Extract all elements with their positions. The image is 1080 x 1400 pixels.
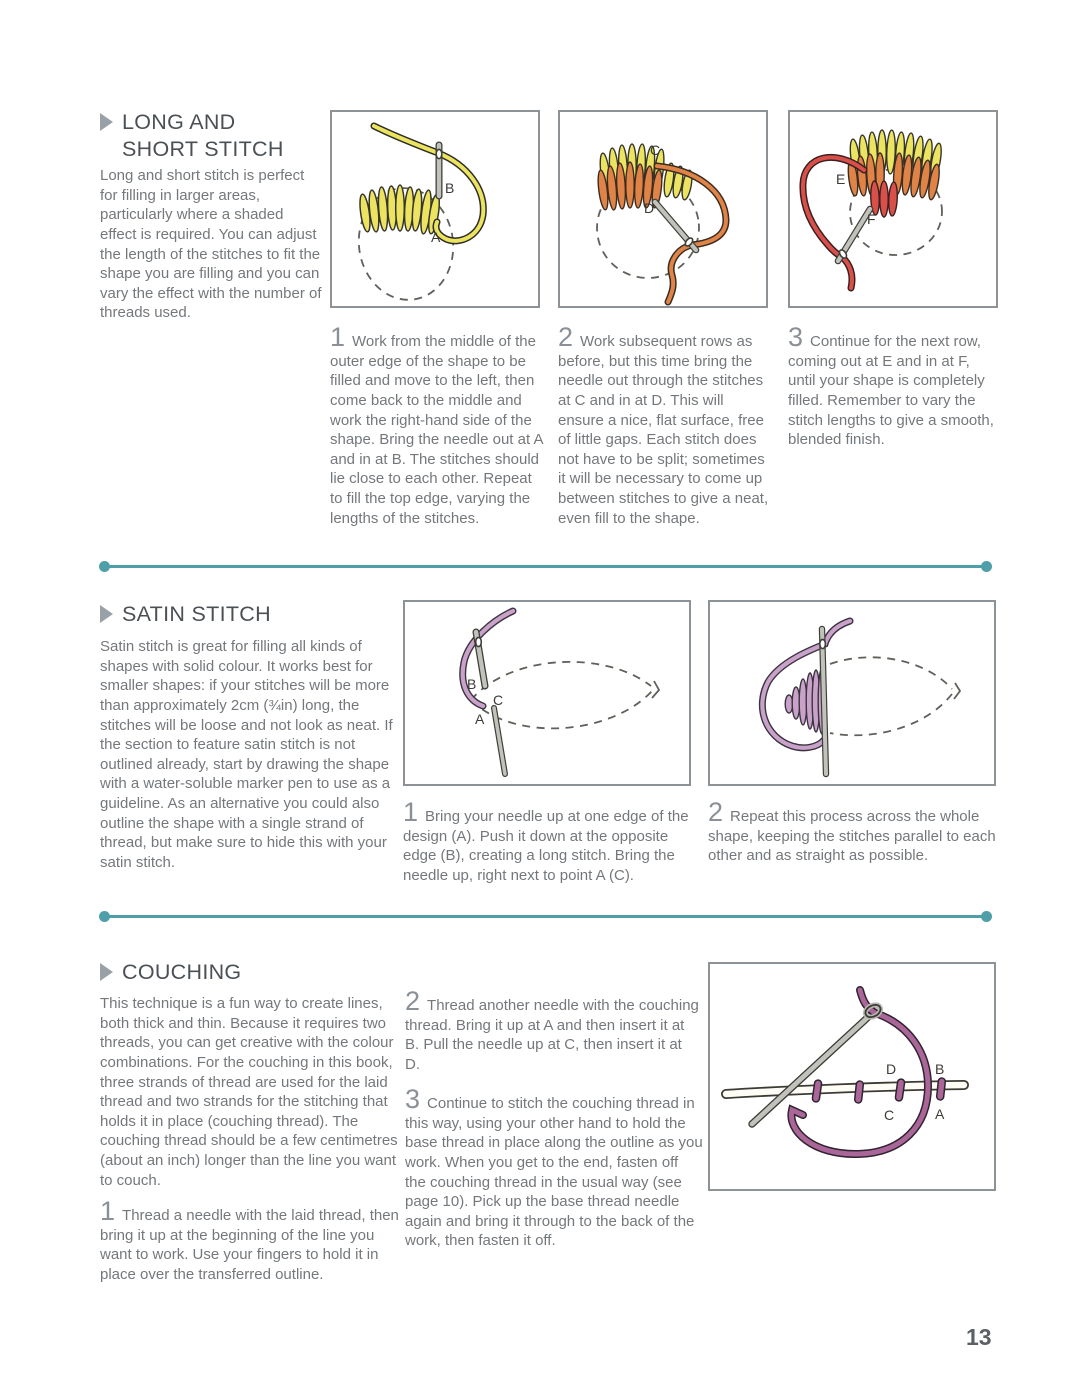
fig-label-d: D <box>886 1061 897 1077</box>
fig-label-b: B <box>467 676 477 692</box>
fig-label-a: A <box>475 711 485 727</box>
fig-label-b: B <box>935 1061 945 1077</box>
couching-figure <box>708 962 996 1191</box>
step-text: Continue to stitch the couching thread in this way, using your other hand to hold the base thread in place along the outline as you work. When you get to the end, fasten off the couching thread in the usual way (see page 10). Pick up the base thread needle again and bring it through to the back of the work, then fasten it off. <box>405 1095 703 1250</box>
needle-eye-icon <box>436 149 442 158</box>
needle <box>655 202 696 250</box>
step-text: Work from the middle of the outer edge of the shape to be filled and move to the left, then come back to the middle and work the right-hand side of the shape. Bring the needle out at A and in at B. The stitches should lie close to each other. Repeat to fill the top edge, varying the lengths of the stitches. <box>330 333 543 527</box>
long-short-figure-2 <box>558 110 768 308</box>
couching-step-3 <box>405 1086 703 1251</box>
long-short-figure-3 <box>788 110 998 308</box>
long-short-illustration-3 <box>790 112 996 306</box>
fig-label-d: D <box>644 200 655 216</box>
long-short-illustration-2 <box>560 112 766 306</box>
triangle-bullet-icon <box>100 605 113 623</box>
step-text: Work subsequent rows as before, but this time bring the needle out through the stitches at C and in at D. This will ensure a nice, flat surface, free of little gaps. Each stitch does not have to be split; sometimes it will be necessary to come up between stitches to give a neat, even fill to the shape. <box>558 333 769 527</box>
couching-step-1 <box>100 1198 399 1285</box>
section-title-text: COUCHING <box>122 960 242 984</box>
fig-label-c: C <box>650 142 661 158</box>
section-heading-couching <box>100 959 241 986</box>
long-short-step-2 <box>558 324 772 528</box>
satin-figure-1 <box>403 600 691 786</box>
satin-illustration-2 <box>710 602 994 784</box>
needle <box>476 632 485 686</box>
step-number: 3 <box>405 1084 421 1114</box>
triangle-bullet-icon <box>100 113 113 131</box>
step-text: Continue for the next row, coming out at E and in at F, until your shape is completely filled. Remember to vary the stitch lengths to give a smooth, blended finish. <box>788 333 994 449</box>
step-number: 1 <box>330 322 346 352</box>
triangle-bullet-icon <box>100 963 113 981</box>
fig-label-a: A <box>935 1106 945 1122</box>
step-text: Thread a needle with the laid thread, then bring it up at the beginning of the line you want to work. Use your fingers to hold it in place over the transferred outline. <box>100 1207 399 1283</box>
section-heading-satin <box>100 601 271 628</box>
divider-line <box>108 565 983 568</box>
fig-label-c: C <box>884 1107 895 1123</box>
needle-eye-icon <box>820 639 826 648</box>
long-short-step-1 <box>330 324 546 528</box>
needle-eye-icon <box>476 637 482 646</box>
fig-label-f: F <box>867 211 876 227</box>
needle <box>436 145 442 196</box>
section-heading-long-short <box>100 109 294 162</box>
step-number: 2 <box>405 986 421 1016</box>
fig-label-e: E <box>836 171 846 187</box>
fig-label-c: C <box>493 692 504 708</box>
stitches <box>785 668 826 734</box>
step-number: 2 <box>558 322 574 352</box>
divider-dot-icon <box>981 561 992 572</box>
step-text: Bring your needle up at one edge of the design (A). Push it down at the opposite edge (B), creating a long stitch. Bring the needle up, right next to point A (C). <box>403 808 689 884</box>
couching-illustration <box>710 964 994 1189</box>
section-intro: Satin stitch is great for filling all kinds of shapes with solid colour. It works best for smaller shapes: if your stitches will be more than approximately 2cm (¾in) long, the stitches will be loose and not look as neat. If the section to feature satin stitch is not outlined already, start by drawing the shape with a water-soluble marker pen to use as a guideline. As an alternative you could also outline the shape with a single strand of thread, but make sure to hide this with your satin stitch. <box>100 638 393 872</box>
step-number: 3 <box>788 322 804 352</box>
step-number: 1 <box>100 1196 116 1226</box>
fig-label-b: B <box>445 180 455 196</box>
section-intro: This technique is a fun way to create lines, both thick and thin. Because it requires two threads, you can get creative with the colour combinations. For the couching in this book, three strands of thread are used for the laid thread and two strands for the stitching that holds it in place (couching thread). The couching thread should be a few centimetres (about an inch) longer than the line you want to couch. <box>100 995 398 1189</box>
divider-dot-icon <box>981 911 992 922</box>
long-short-step-3 <box>788 324 1000 450</box>
section-title-text: SATIN STITCH <box>122 602 271 626</box>
step-text: Thread another needle with the couching thread. Bring it up at A and then insert it at B. Pull the needle up at C, then insert it at D. <box>405 997 699 1073</box>
page-number: 13 <box>966 1324 992 1350</box>
long-short-illustration-1 <box>332 112 538 306</box>
fig-label-a: A <box>431 229 441 245</box>
step-number: 1 <box>403 797 419 827</box>
section-divider <box>99 561 992 572</box>
satin-step-1 <box>403 799 699 886</box>
shape-outline <box>830 657 960 735</box>
satin-step-2 <box>708 799 998 866</box>
needle <box>838 209 870 261</box>
section-intro: Long and short stitch is perfect for filling in larger areas, particularly where a shaded effect is required. You can adjust the length of the stitches to fit the shape you are filling and you can vary the effect with the number of threads used. <box>100 167 322 322</box>
couching-step-2 <box>405 988 699 1075</box>
satin-illustration-1 <box>405 602 689 784</box>
step-text: Repeat this process across the whole shape, keeping the stitches parallel to each other and as straight as possible. <box>708 808 996 865</box>
section-divider <box>99 911 992 922</box>
step-number: 2 <box>708 797 724 827</box>
satin-figure-2 <box>708 600 996 786</box>
divider-line <box>108 915 983 918</box>
needle <box>752 1008 878 1124</box>
stitches <box>358 185 441 234</box>
long-short-figure-1 <box>330 110 540 308</box>
section-title-text: LONG AND SHORT STITCH <box>122 110 284 161</box>
